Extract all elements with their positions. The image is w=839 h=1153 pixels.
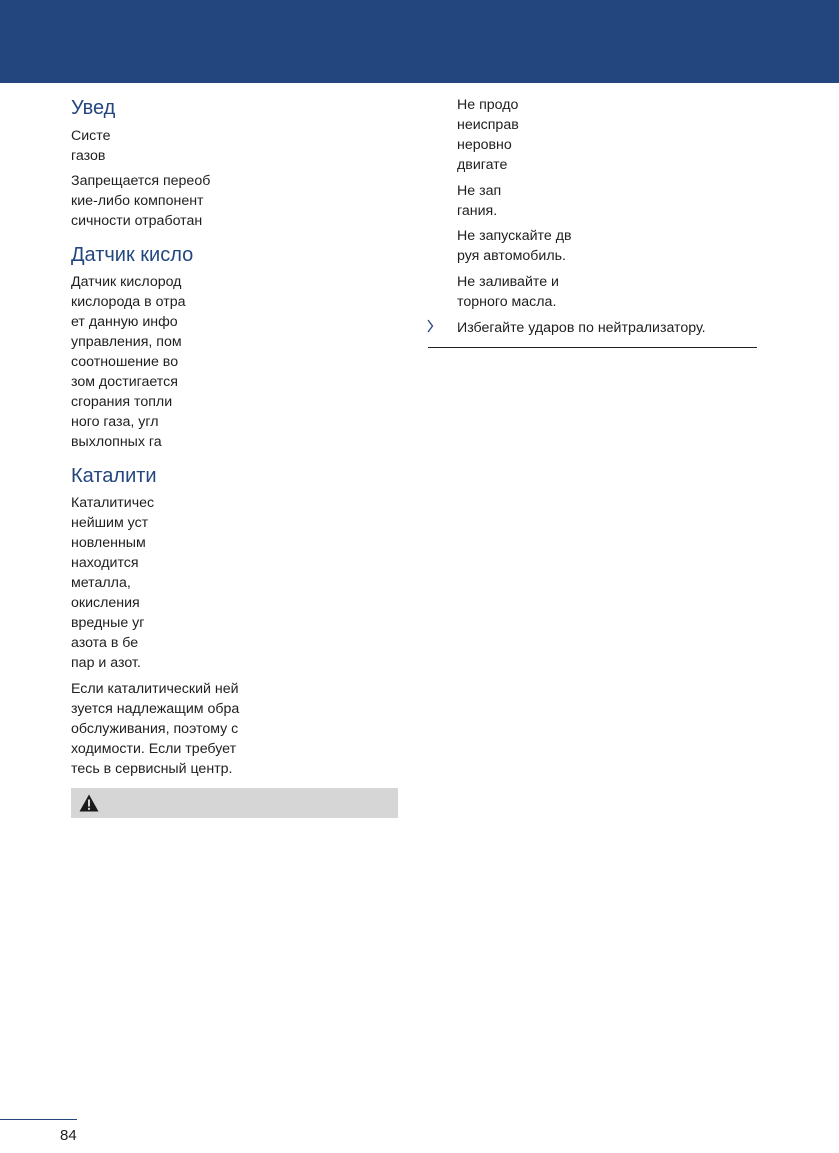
paragraph-line: соотношение во [71,354,179,370]
paragraph-line: управления, пом [71,334,182,350]
paragraph-line: пар и азот. [71,655,141,671]
paragraph-line: сичности отработан [71,213,203,229]
paragraph-line: обслуживания, поэтому с [71,721,239,737]
warning-triangle-icon [79,794,99,812]
paragraph-line: тесь в сервисный центр. [71,761,233,777]
bullet-text: Избегайте ударов по нейтрализатору. [457,320,706,336]
paragraph-line: зом достигается [71,374,178,390]
paragraph-line: окисления [71,595,140,611]
paragraph-line: ного газа, угл [71,414,159,430]
paragraph-line: Датчик кислород [71,274,182,290]
section-divider [428,347,757,348]
paragraph-line: металла, [71,575,131,591]
paragraph-line: газов [71,148,106,164]
paragraph-line: выхлопных га [71,434,162,450]
paragraph-line: Не запускайте дв [457,228,572,244]
section-heading: Каталити [71,465,157,487]
paragraph-line: руя автомобиль. [457,248,566,264]
chevron-right-icon [425,318,435,334]
paragraph-line: ходимости. Если требует [71,741,237,757]
section-heading: Увед [71,97,116,119]
paragraph-line: Запрещается переоб [71,173,211,189]
page-header-band [0,0,839,83]
warning-banner [71,788,398,818]
page-number: 84 [60,1127,77,1144]
footer-rule [0,1119,77,1120]
paragraph-line: азота в бе [71,635,139,651]
paragraph-line: Систе [71,128,111,144]
paragraph-line: Не заливайте и [457,274,559,290]
paragraph-line: новленным [71,535,146,551]
paragraph-line: Не зап [457,183,502,199]
paragraph-line: кислорода в отра [71,294,186,310]
paragraph-line: торного масла. [457,294,557,310]
paragraph-line: нейшим уст [71,515,149,531]
paragraph-line: ет данную инфо [71,314,178,330]
paragraph-line: Не продо [457,97,519,113]
section-heading: Датчик кисло [71,244,194,266]
paragraph-line: кие-либо компонент [71,193,204,209]
paragraph-line: находится [71,555,139,571]
paragraph-line: зуется надлежащим обра [71,701,240,717]
paragraph-line: сгорания топли [71,394,173,410]
paragraph-line: гания. [457,203,498,219]
paragraph-line: Каталитичес [71,495,155,511]
paragraph-line: двигате [457,157,508,173]
paragraph-line: вредные уг [71,615,145,631]
paragraph-line: неровно [457,137,512,153]
paragraph-line: неисправ [457,117,519,133]
paragraph-line: Если каталитический ней [71,681,239,697]
